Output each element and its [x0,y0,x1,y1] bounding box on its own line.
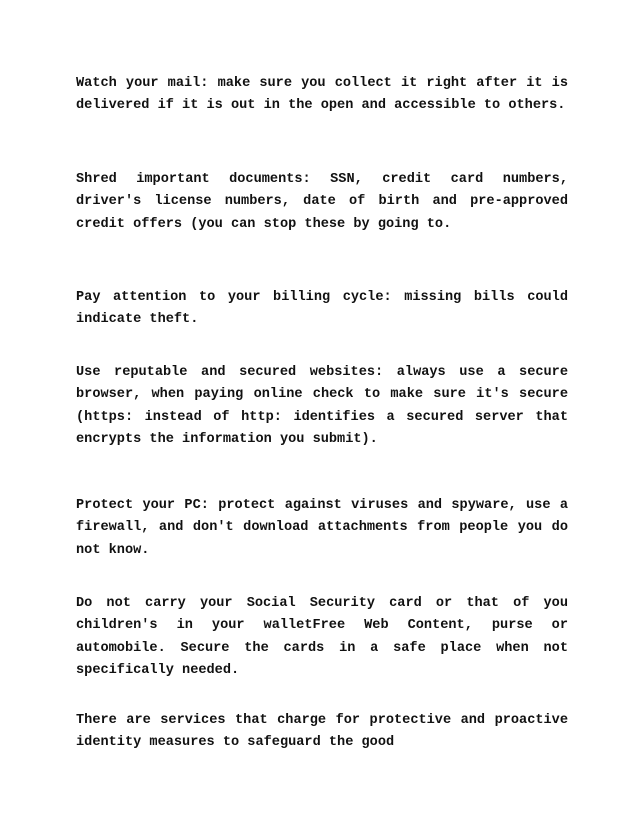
paragraph-watch-mail: Watch your mail: make sure you collect it right after it is delivered if it is out in the open and accessible to others. [76,76,568,114]
paragraph-billing-cycle: Pay attention to your billing cycle: missing bills could indicate theft. [76,290,568,328]
paragraph-protective-services: There are services that charge for protective and proactive identity measures to safeguard the good [76,713,568,751]
paragraph-protect-pc: Protect your PC: protect against viruses and spyware, use a firewall, and don't download attachments from people you do not know. [76,498,568,558]
document-page [76,0,568,826]
paragraph-shred-documents: Shred important documents: SSN, credit card numbers, driver's license numbers, date of birth and pre-approved credit offers (you can stop these by going to. [76,172,568,232]
paragraph-secured-websites: Use reputable and secured websites: always use a secure browser, when paying online check to make sure it's secure (https: instead of http: identifies a secured server that encrypts the information you submit). [76,365,568,447]
paragraph-social-security-card: Do not carry your Social Security card or that of you children's in your walletFree Web Content, purse or automobile. Secure the cards in a safe place when not specifically needed. [76,596,568,678]
